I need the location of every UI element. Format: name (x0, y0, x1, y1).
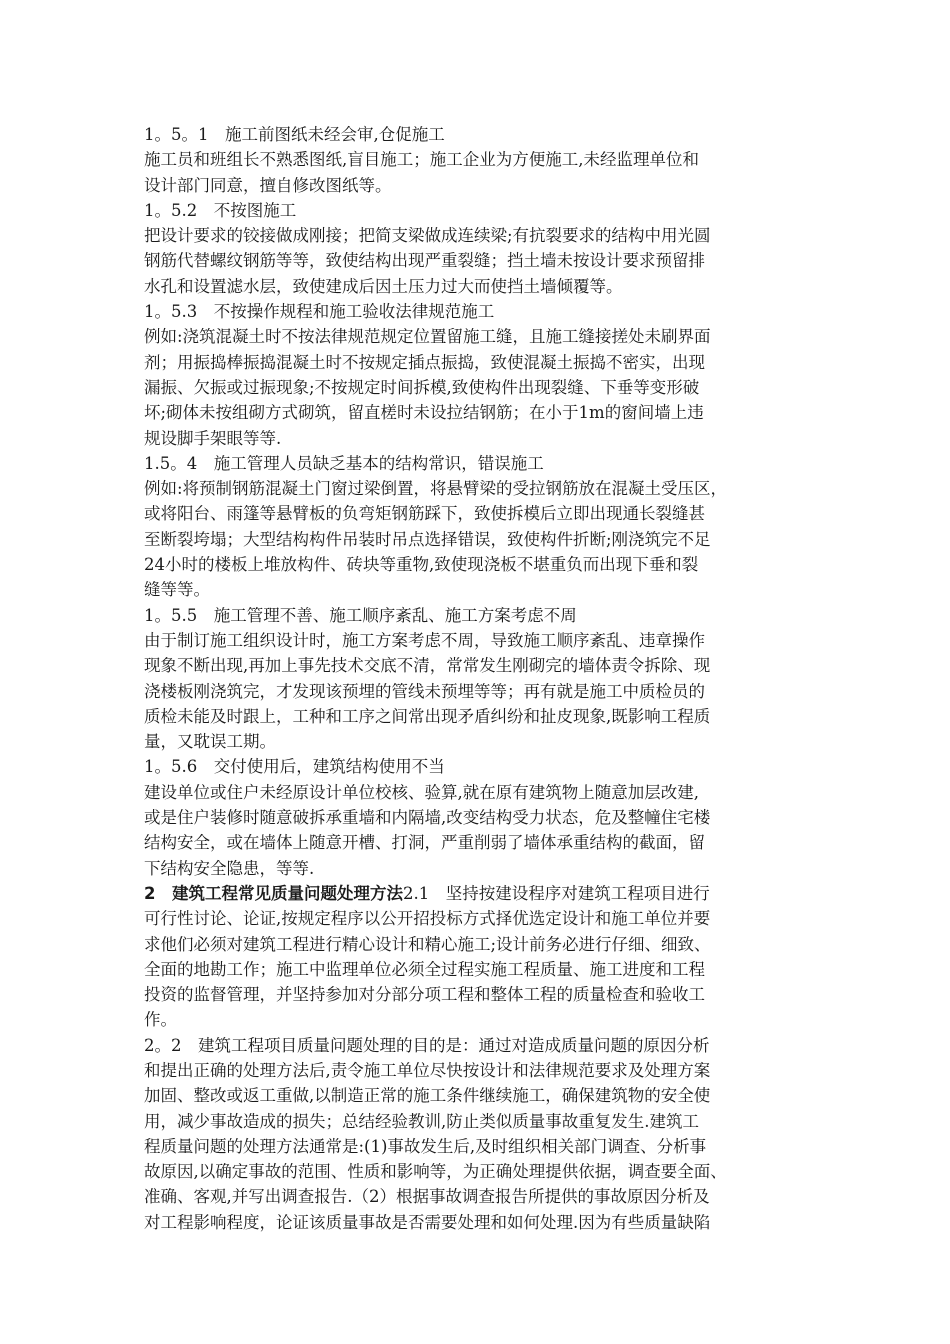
text-line: 或是住户装修时随意破拆承重墙和内隔墙,改变结构受力状态，危及整幢住宅楼 (144, 808, 711, 828)
text-line: 把设计要求的铰接做成刚接；把简支梁做成连续梁;有抗裂要求的结构中用光圆 (144, 226, 711, 246)
text-line: 对工程影响程度，论证该质量事故是否需要处理和如何处理.因为有些质量缺陷 (144, 1212, 711, 1232)
text-line: 1。5.2 不按图施工 (144, 200, 297, 220)
text-line: 水孔和设置滤水层，致使建成后因土压力过大而使挡土墙倾覆等。 (144, 276, 623, 296)
text-line: 故原因,以确定事故的范围、性质和影响等，为正确处理提供依据，调查要全面、 (144, 1162, 727, 1182)
text-line: 质检未能及时跟上，工种和工序之间常出现矛盾纠纷和扯皮现象,既影响工程质 (144, 706, 711, 726)
text-line: 至断裂垮塌；大型结构构件吊装时吊点选择错误，致使构件折断;刚浇筑完不足 (144, 529, 711, 549)
text-line: 由于制订施工组织设计时，施工方案考虑不周，导致施工顺序紊乱、违章操作 (144, 630, 705, 650)
text-line: 2。2 建筑工程项目质量问题处理的目的是：通过对造成质量问题的原因分析 (144, 1035, 710, 1055)
text-line: 例如:将预制钢筋混凝土门窗过梁倒置，将悬臂梁的受拉钢筋放在混凝土受压区， (144, 479, 728, 499)
text-line: 钢筋代替螺纹钢筋等等，致使结构出现严重裂缝；挡土墙未按设计要求预留排 (144, 251, 705, 271)
text-run: 2.1 坚持按建设程序对建筑工程项目进行 (402, 883, 710, 903)
text-line: 准确、客观,并写出调查报告.（2）根据事故调查报告所提供的事故原因分析及 (144, 1187, 710, 1207)
text-line: 1。5.5 施工管理不善、施工顺序紊乱、施工方案考虑不周 (144, 605, 577, 625)
text-line: 量，又耽误工期。 (144, 732, 276, 752)
text-line: 结构安全，或在墙体上随意开槽、打洞，严重削弱了墙体承重结构的截面，留 (144, 833, 705, 853)
text-line: 1。5.3 不按操作规程和施工验收法律规范施工 (144, 302, 495, 322)
text-line: 作。 (144, 1010, 177, 1030)
text-line: 坏;砌体未按组砌方式砌筑，留直槎时未设拉结钢筋；在小于1m的窗间墙上违 (144, 403, 704, 423)
text-line: 程质量问题的处理方法通常是:(1)事故发生后,及时组织相关部门调查、分析事 (144, 1136, 707, 1156)
text-line: 漏振、欠振或过振现象;不按规定时间拆模,致使构件出现裂缝、下垂等变形破 (144, 377, 700, 397)
text-line: 可行性讨论、论证,按规定程序以公开招投标方式择优选定设计和施工单位并要 (144, 909, 711, 929)
text-line: 用，减少事故造成的损失；总结经验教训,防止类似质量事故重复发生.建筑工 (144, 1111, 699, 1131)
text-line: 例如:浇筑混凝土时不按法律规范规定位置留施工缝，且施工缝接搓处未刷界面 (144, 327, 711, 347)
text-line: 缝等等。 (144, 580, 210, 600)
document-body (144, 122, 816, 1235)
text-line: 1.5。4 施工管理人员缺乏基本的结构常识，错误施工 (144, 453, 544, 473)
text-line: 1。5。1 施工前图纸未经会审,仓促施工 (144, 125, 445, 144)
section-heading: 2 建筑工程常见质量问题处理方法 (144, 883, 403, 903)
text-line: 设计部门同意，擅自修改图纸等。 (144, 175, 392, 195)
text-line: 投资的监督管理，并坚持参加对分部分项工程和整体工程的质量检查和验收工 (144, 985, 705, 1005)
text-line: 下结构安全隐患，等等. (144, 858, 315, 878)
text-line: 加固、整改或返工重做,以制造正常的施工条件继续施工，确保建筑物的安全使 (144, 1086, 711, 1106)
text-line: 规设脚手架眼等等. (144, 428, 282, 448)
text-line: 建设单位或住户未经原设计单位校核、验算,就在原有建筑物上随意加层改建, (144, 782, 699, 802)
text-line: 浇楼板刚浇筑完，才发现该预埋的管线未预埋等等；再有就是施工中质检员的 (144, 681, 705, 701)
text-line: 求他们必须对建筑工程进行精心设计和精心施工;设计前务必进行仔细、细致、 (144, 934, 711, 954)
text-line: 1。5.6 交付使用后，建筑结构使用不当 (144, 757, 445, 777)
text-line (144, 881, 816, 906)
text-line: 和提出正确的处理方法后,责令施工单位尽快按设计和法律规范要求及处理方案 (144, 1060, 711, 1080)
text-line: 施工员和班组长不熟悉图纸,盲目施工；施工企业为方便施工,未经监理单位和 (144, 150, 699, 170)
text-line: 24小时的楼板上堆放构件、砖块等重物,致使现浇板不堪重负而出现下垂和裂 (144, 555, 699, 575)
text-line: 全面的地勘工作；施工中监理单位必须全过程实施工程质量、施工进度和工程 (144, 959, 705, 979)
text-line: 或将阳台、雨篷等悬臂板的负弯矩钢筋踩下，致使拆模后立即出现通长裂缝甚 (144, 504, 705, 524)
text-line: 剂；用振捣棒振捣混凝土时不按规定插点振捣，致使混凝土振捣不密实，出现 (144, 352, 705, 372)
text-line: 现象不断出现,再加上事先技术交底不清，常常发生刚砌完的墙体责令拆除、现 (144, 656, 711, 676)
